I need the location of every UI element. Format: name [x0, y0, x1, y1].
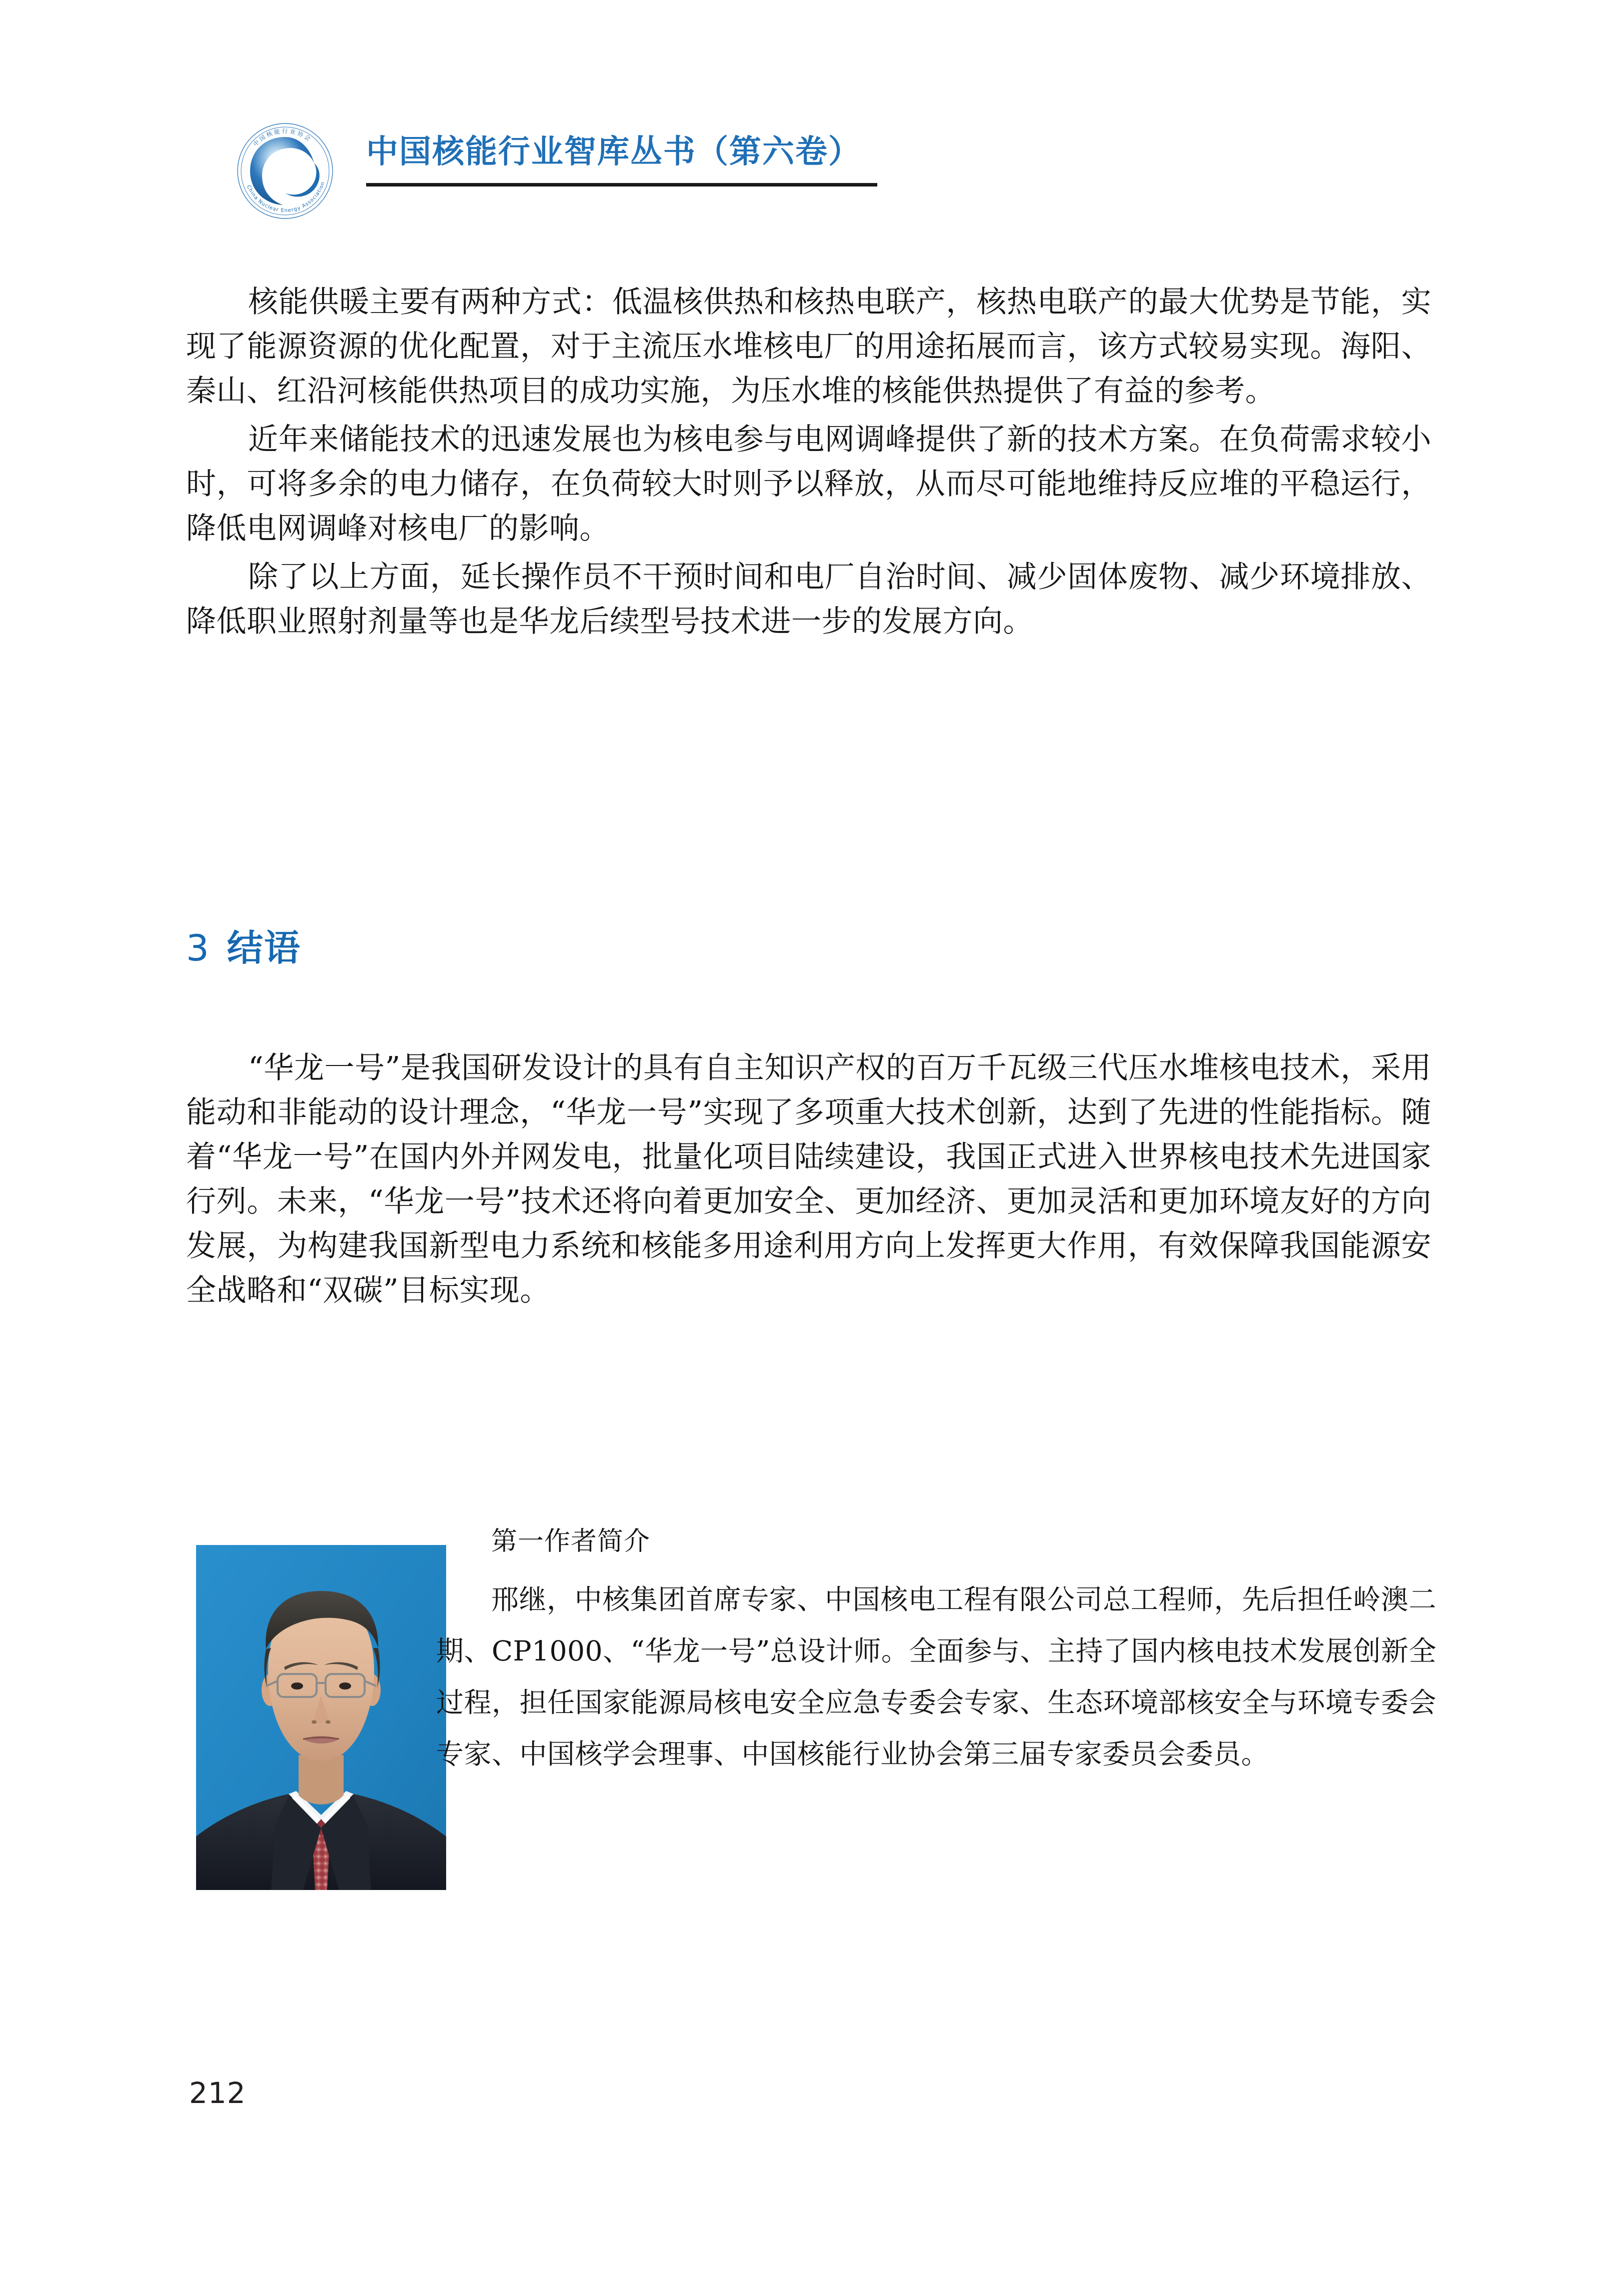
section-number: 3 — [186, 927, 210, 969]
body-content-upper — [186, 280, 1431, 644]
cnea-logo-icon — [235, 121, 335, 221]
book-series-title: 中国核能行业智库丛书（第六卷） — [366, 133, 861, 170]
section-heading — [186, 919, 301, 971]
paragraph: “华龙一号”是我国研发设计的具有自主知识产权的百万千瓦级三代压水堆核电技术，采用能动和非能动的设计理念，“华龙一号”实现了多项重大技术创新，达到了先进的性能指标。随着“华龙一号”在国内外并网发电，批量化项目陆续建设，我国正式进入世界核电技术先进国家行列。未来，“华龙一号”技术还将向着更加安全、更加经济、更加灵活和更加环境友好的方向发展，为构建我国新型电力系统和核能多用途利用方向上发挥更大作用，有效保障我国能源安全战略和“双碳”目标实现。 — [186, 1050, 1431, 1308]
body-content-conclusion — [186, 1046, 1431, 1313]
author-bio-label: 第一作者简介 — [491, 1526, 651, 1556]
running-header — [235, 119, 935, 229]
svg-text:China Nuclear Energy Associati: China Nuclear Energy Association — [245, 180, 326, 214]
paragraph: 除了以上方面，延长操作员不干预时间和电厂自治时间、减少固体废物、减少环境排放、降低职业照射剂量等也是华龙后续型号技术进一步的发展方向。 — [186, 560, 1431, 639]
author-bio-paragraph: 邢继，中核集团首席专家、中国核电工程有限公司总工程师，先后担任岭澳二期、CP1000、“华龙一号”总设计师。全面参与、主持了国内核电技术发展创新全过程，担任国家能源局核电安全应急专委会专家、生态环境部核安全与环境专委会专家、中国核学会理事、中国核能行业协会第三届专家委员会委员。 — [436, 1584, 1436, 1770]
paragraph: 近年来储能技术的迅速发展也为核电参与电网调峰提供了新的技术方案。在负荷需求较小时，可将多余的电力储存，在负荷较大时则予以释放，从而尽可能地维持反应堆的平稳运行，降低电网调峰对核电厂的影响。 — [186, 422, 1431, 546]
author-portrait-photo — [196, 1545, 446, 1890]
page-number: 212 — [189, 2076, 246, 2110]
header-text-block — [366, 119, 935, 186]
header-divider — [366, 183, 877, 186]
svg-text:中国核能行业协会: 中国核能行业协会 — [252, 127, 314, 148]
paragraph: 核能供暖主要有两种方式：低温核供热和核热电联产，核热电联产的最大优势是节能，实现了能源资源的优化配置，对于主流压水堆核电厂的用途拓展而言，该方式较易实现。海阳、秦山、红沿河核能供热项目的成功实施，为压水堆的核能供热提供了有益的参考。 — [186, 284, 1431, 408]
author-bio-text — [436, 1520, 1436, 1780]
section-title: 结语 — [227, 927, 301, 969]
